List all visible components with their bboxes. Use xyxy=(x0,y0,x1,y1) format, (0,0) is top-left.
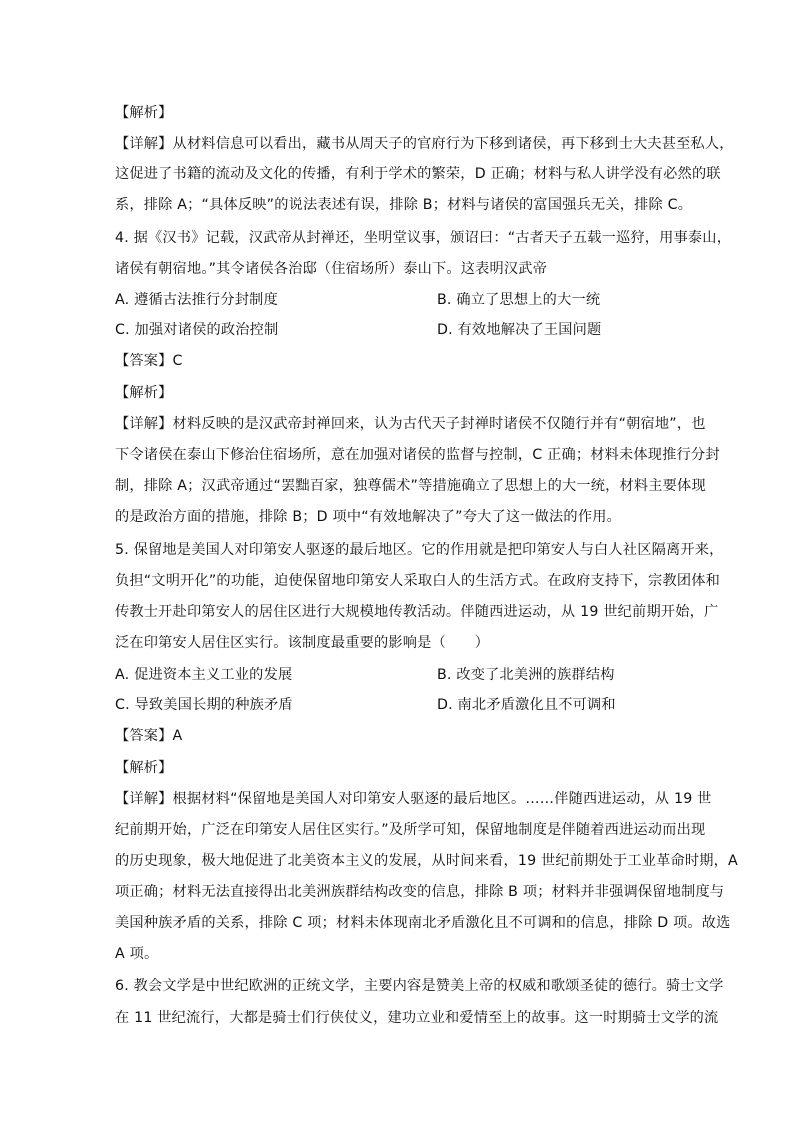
option-d: D. 南北矛盾激化且不可调和 xyxy=(437,697,616,713)
text-line: A 项。 xyxy=(115,946,159,962)
text-line: 的是政治方面的措施，排除 B；D 项中“有效地解决了”夸大了这一做法的作用。 xyxy=(115,509,621,525)
question-4-stem: 诸侯有朝宿地。”其令诸侯各治邸（住宿场所）泰山下。这表明汉武帝 xyxy=(115,261,548,277)
text-line: 下令诸侯在泰山下修治住宿场所，意在加强对诸侯的监督与控制，C 正确；材料未体现推行分封 xyxy=(115,447,720,463)
text-line: 系，排除 A；“具体反映”的说法表述有误，排除 B；材料与诸侯的富国强兵无关，排除 C。 xyxy=(115,197,693,213)
text-line: 【详解】根据材料“保留地是美国人对印第安人驱逐的最后地区。……伴随西进运动，从 19 世 xyxy=(115,791,712,807)
analysis-heading: 【解析】 xyxy=(115,105,173,121)
question-5-stem: 5. 保留地是美国人对印第安人驱逐的最后地区。它的作用就是把印第安人与白人社区隔离开来， xyxy=(115,542,724,558)
question-6-stem: 在 11 世纪流行，大都是骑士们行侠仗义，建功立业和爱情至上的故事。这一时期骑士文学的流 xyxy=(115,1010,719,1026)
option-a: A. 促进资本主义工业的发展 xyxy=(115,667,293,683)
answer-label: 【答案】A xyxy=(115,728,183,744)
option-b: B. 确立了思想上的大一统 xyxy=(437,292,601,308)
text-line: 的历史现象，极大地促进了北美资本主义的发展，从时间来看，19 世纪前期处于工业革命时期，A xyxy=(115,853,738,869)
question-5-stem: 泛在印第安人居住区实行。该制度最重要的影响是（ ） xyxy=(115,635,490,651)
text-line: 美国种族矛盾的关系，排除 C 项；材料未体现南北矛盾激化且不可调和的信息，排除 D 项。故选 xyxy=(115,915,731,931)
question-5-stem: 传教士开赴印第安人的居住区进行大规模地传教活动。伴随西进运动，从 19 世纪前期开始，广 xyxy=(115,604,719,620)
option-b: B. 改变了北美洲的族群结构 xyxy=(437,667,615,683)
analysis-heading: 【解析】 xyxy=(115,760,173,776)
text-line: 纪前期开始，广泛在印第安人居住区实行。”及所学可知，保留地制度是伴随着西进运动而出现 xyxy=(115,822,706,838)
text-line: 【详解】材料反映的是汉武帝封禅回来，认为古代天子封禅时诸侯不仅随行并有“朝宿地”，也 xyxy=(115,416,706,432)
option-a: A. 遵循古法推行分封制度 xyxy=(115,292,278,308)
question-4-stem: 4. 据《汉书》记载，汉武帝从封禅还，坐明堂议事，颁诏曰：“古者天子五载一巡狩，用事泰山， xyxy=(115,230,732,246)
option-c: C. 加强对诸侯的政治控制 xyxy=(115,322,279,338)
question-6-stem: 6. 教会文学是中世纪欧洲的正统文学，主要内容是赞美上帝的权威和歌颂圣徒的德行。骑士文学 xyxy=(115,978,724,994)
text-line: 【详解】从材料信息可以看出，藏书从周天子的官府行为下移到诸侯，再下移到士大夫甚至私人， xyxy=(115,136,734,152)
option-d: D. 有效地解决了王国问题 xyxy=(437,322,602,338)
text-line: 制，排除 A；汉武帝通过“罢黜百家，独尊儒术”等措施确立了思想上的大一统，材料主要体现 xyxy=(115,478,706,494)
text-line: 这促进了书籍的流动及文化的传播，有利于学术的繁荣，D 正确；材料与私人讲学没有必然的联 xyxy=(115,166,721,182)
text-line: 项正确；材料无法直接得出北美洲族群结构改变的信息，排除 B 项；材料并非强调保留地制度与 xyxy=(115,884,725,900)
analysis-heading: 【解析】 xyxy=(115,385,173,401)
option-c: C. 导致美国长期的种族矛盾 xyxy=(115,697,293,713)
answer-label: 【答案】C xyxy=(115,353,183,369)
question-5-stem: 负担“文明开化”的功能，迫使保留地印第安人采取白人的生活方式。在政府支持下，宗教团体和 xyxy=(115,573,720,589)
